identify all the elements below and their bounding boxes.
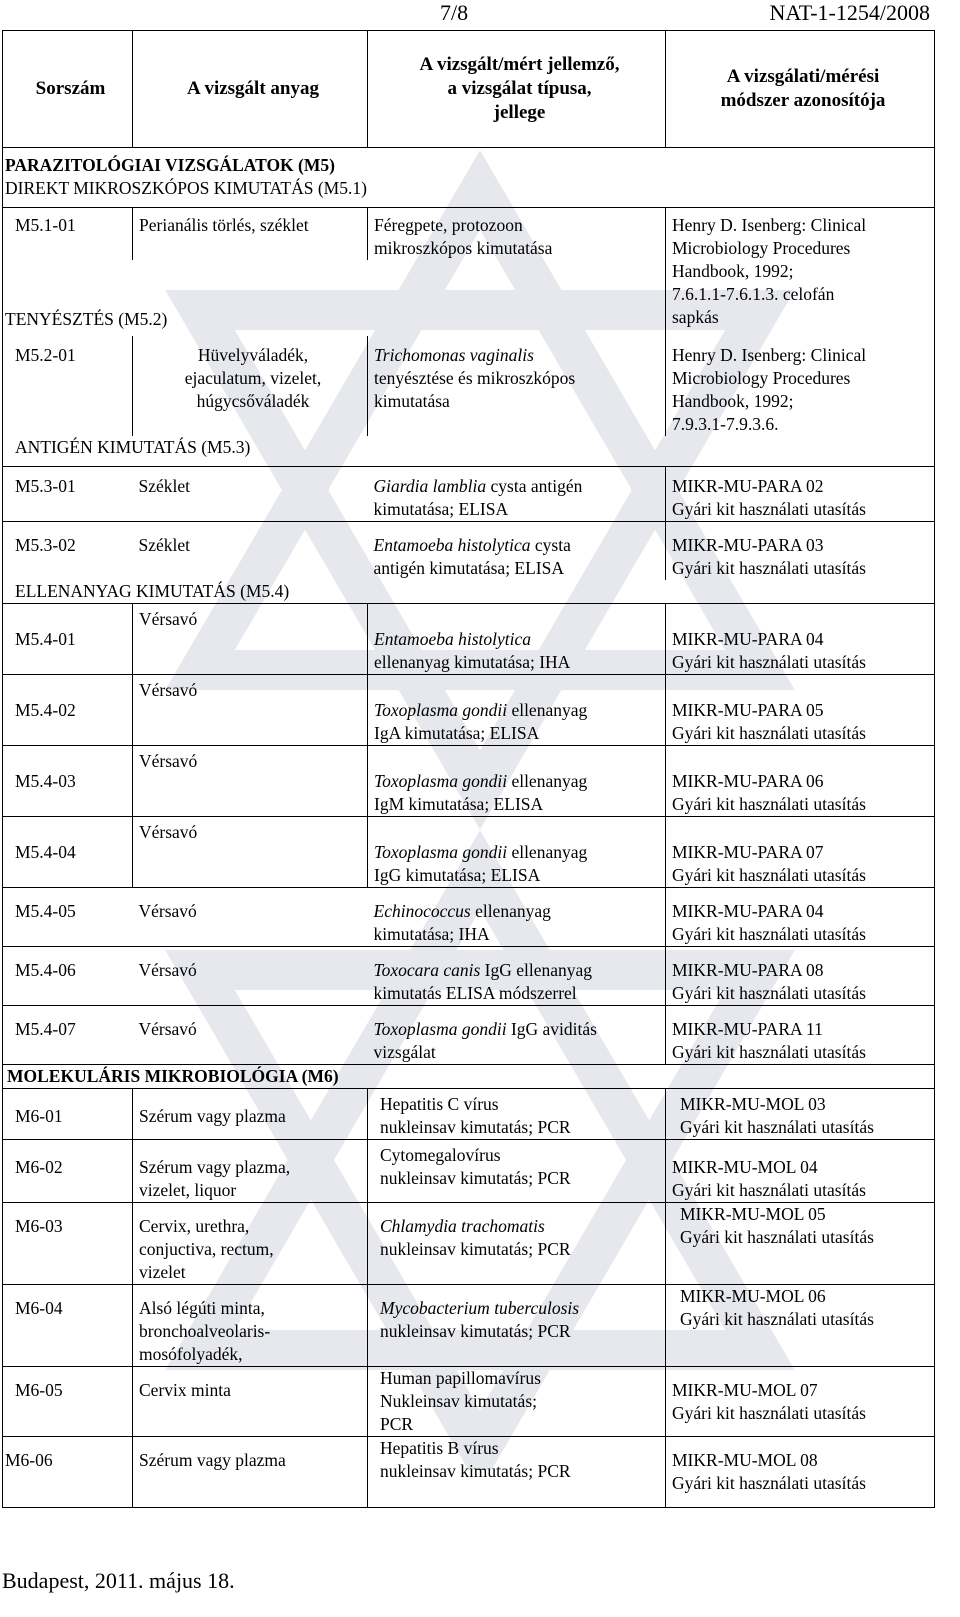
- table-row: M6-02 Szérum vagy plazma, vizelet, liquor Cytomegalovírus nukleinsav kimutatás; PCR MIKR-MU-MOL 04 Gyári kit használati utasítás: [3, 1140, 935, 1203]
- accreditation-table: [2, 30, 935, 1508]
- table-row: M5.3-01 Széklet Giardia lamblia cysta antigén kimutatása; ELISA MIKR-MU-PARA 02 Gyári kit használati utasítás: [3, 467, 935, 522]
- section-heading: ANTIGÉN KIMUTATÁS (M5.3): [3, 436, 935, 467]
- table-row: M6-06 Szérum vagy plazma Hepatitis B vírus nukleinsav kimutatás; PCR MIKR-MU-MOL 08 Gyári kit használati utasítás: [3, 1437, 935, 1508]
- col-header-method: A vizsgálati/mérési módszer azonosítója: [666, 31, 935, 148]
- col-header-material: A vizsgált anyag: [133, 31, 368, 148]
- section-heading: MOLEKULÁRIS MIKROBIOLÓGIA (M6): [3, 1065, 935, 1089]
- table-row: M5.1-01 Perianális törlés, széklet Féregpete, protozoon mikroszkópos kimutatása Henry D. Isenberg: Clinical Microbiology Procedures Handbook, 1992; 7.6.1.1-7.6.1.3. celofán sapkás: [3, 208, 935, 261]
- footer-date: Budapest, 2011. május 18.: [2, 1568, 235, 1593]
- table-row: M5.4-02 Vérsavó Toxoplasma gondii ellenanyag IgA kimutatása; ELISA MIKR-MU-PARA 05 Gyári kit használati utasítás: [3, 675, 935, 746]
- table-row: M5.3-02 Széklet Entamoeba histolytica cysta antigén kimutatása; ELISA MIKR-MU-PARA 03 Gyári kit használati utasítás: [3, 522, 935, 581]
- table-row: M6-05 Cervix minta Human papillomavírus Nukleinsav kimutatás; PCR MIKR-MU-MOL 07 Gyári kit használati utasítás: [3, 1367, 935, 1437]
- table-row: M6-03 Cervix, urethra, conjuctiva, rectum, vizelet Chlamydia trachomatis nukleinsav kimutatás; PCR MIKR-MU-MOL 05 Gyári kit használati utasítás: [3, 1203, 935, 1285]
- table-row: M5.4-07 Vérsavó Toxoplasma gondii IgG aviditás vizsgálat MIKR-MU-PARA 11 Gyári kit használati utasítás: [3, 1006, 935, 1065]
- table-header: [3, 31, 935, 148]
- section-heading: DIREKT MIKROSZKÓPOS KIMUTATÁS (M5.1): [3, 177, 935, 208]
- col-header-number: Sorszám: [3, 31, 133, 148]
- table-row: M5.2-01 Hüvelyváladék, ejaculatum, vizelet, húgycsőváladék Trichomonas vaginalis tenyésztése és mikroszkópos kimutatása Henry D. Isenberg: Clinical Microbiology Procedures Handbook, 1992; 7.9.3.1-7.9.3.6.: [3, 336, 935, 436]
- table-row: M5.4-05 Vérsavó Echinococcus ellenanyag kimutatása; IHA MIKR-MU-PARA 04 Gyári kit használati utasítás: [3, 888, 935, 947]
- section-heading: ELLENANYAG KIMUTATÁS (M5.4): [3, 580, 935, 604]
- table-row: M6-04 Alsó légúti minta, bronchoalveolaris- mosófolyadék, Mycobacterium tuberculosis nukleinsav kimutatás; PCR MIKR-MU-MOL 06 Gyári kit használati utasítás: [3, 1285, 935, 1367]
- table-row: M5.4-04 Vérsavó Toxoplasma gondii ellenanyag IgG kimutatása; ELISA MIKR-MU-PARA 07 Gyári kit használati utasítás: [3, 817, 935, 888]
- table-row: M6-01 Szérum vagy plazma Hepatitis C vírus nukleinsav kimutatás; PCR MIKR-MU-MOL 03 Gyári kit használati utasítás: [3, 1089, 935, 1140]
- document-id: NAT-1-1254/2008: [769, 0, 930, 25]
- table-row: M5.4-06 Vérsavó Toxocara canis IgG ellenanyag kimutatás ELISA módszerrel MIKR-MU-PARA 08 Gyári kit használati utasítás: [3, 947, 935, 1006]
- col-header-test: A vizsgált/mért jellemző, a vizsgálat típusa, jellege: [368, 31, 666, 148]
- section-heading: PARAZITOLÓGIAI VIZSGÁLATOK (M5): [3, 148, 935, 178]
- section-heading: TENYÉSZTÉS (M5.2): [3, 260, 935, 336]
- table-row: M5.4-03 Vérsavó Toxoplasma gondii ellenanyag IgM kimutatása; ELISA MIKR-MU-PARA 06 Gyári kit használati utasítás: [3, 746, 935, 817]
- page-number: 7/8: [440, 0, 469, 25]
- table-row: M5.4-01 Vérsavó Entamoeba histolytica ellenanyag kimutatása; IHA MIKR-MU-PARA 04 Gyári kit használati utasítás: [3, 604, 935, 675]
